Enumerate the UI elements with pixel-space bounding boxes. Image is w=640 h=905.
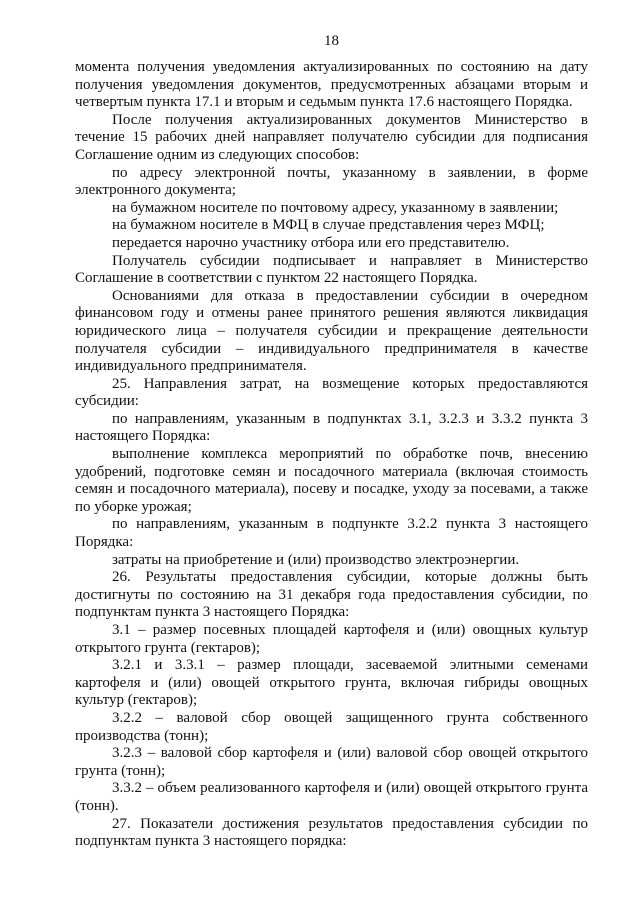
direction-detail: выполнение комплекса мероприятий по обработке почв, внесению удобрений, подготовке семян и посадочного материала (включая стоимость семян и посадочного материала), посеву и посадке, уходу за посевами, а также по уборке урожая; <box>75 446 588 515</box>
result-item: 3.3.2 – объем реализованного картофеля и (или) овощей открытого грунта (тонн). <box>75 780 588 814</box>
page-number: 18 <box>324 33 339 49</box>
paragraph-refusal-grounds: Основаниями для отказа в предоставлении субсидии в очередном финансовом году и отмены ранее принятого решения являются ликвидация юридического лица – получателя субсидии и прекращение деятельности получателя субсидии – индивидуального предпринимателя в качестве индивидуального предпринимателя. <box>75 287 588 375</box>
clause-26: 26. Результаты предоставления субсидии, которые должны быть достигнуты по состоянию на 31 декабря года предоставления субсидии, по подпунктам пункта 3 настоящего Порядка: <box>75 569 588 621</box>
clause-27: 27. Показатели достижения результатов предоставления субсидии по подпунктам пункта 3 настоящего порядка: <box>75 815 588 850</box>
paragraph-agreement-sending: После получения актуализированных документов Министерство в течение 15 рабочих дней направляет получателю субсидии для подписания Соглашение одним из следующих способов: <box>75 111 588 163</box>
paragraph-continuation: момента получения уведомления актуализированных по состоянию на дату получения уведомления документов, предусмотренных абзацами вторым и четвертым пункта 17.1 и вторым и седьмым пункта 17.6 настоящего Порядка. <box>75 59 588 111</box>
direction-item: по направлениям, указанным в подпунктах 3.1, 3.2.3 и 3.3.2 пункта 3 настоящего Порядка: <box>75 410 588 445</box>
document-body <box>75 59 588 851</box>
method-item-email: по адресу электронной почты, указанному в заявлении, в форме электронного документа; <box>75 164 588 199</box>
result-item: 3.2.3 – валовой сбор картофеля и (или) валовой сбор овощей открытого грунта (тонн); <box>75 745 588 779</box>
clause-25: 25. Направления затрат, на возмещение которых предоставляются субсидии: <box>75 375 588 410</box>
result-item: 3.1 – размер посевных площадей картофеля и (или) овощных культур открытого грунта (гектаров); <box>75 622 588 656</box>
method-item-post: на бумажном носителе по почтовому адресу, указанному в заявлении; <box>112 199 559 216</box>
result-item: 3.2.2 – валовой сбор овощей защищенного грунта собственного производства (тонн); <box>75 709 588 744</box>
result-item: 3.2.1 и 3.3.1 – размер площади, засеваемой элитными семенами картофеля и (или) овощей открытого грунта, включая гибриды овощных культур (гектаров); <box>75 657 588 709</box>
method-item-courier: передается нарочно участнику отбора или его представителю. <box>112 234 510 251</box>
direction-item: по направлениям, указанным в подпункте 3.2.2 пункта 3 настоящего Порядка: <box>75 516 588 551</box>
method-item-mfc: на бумажном носителе в МФЦ в случае представления через МФЦ; <box>112 217 545 234</box>
direction-detail: затраты на приобретение и (или) производство электроэнергии. <box>112 551 520 568</box>
paragraph-signing: Получатель субсидии подписывает и направляет в Министерство Соглашение в соответствии с пунктом 22 настоящего Порядка. <box>75 252 588 287</box>
